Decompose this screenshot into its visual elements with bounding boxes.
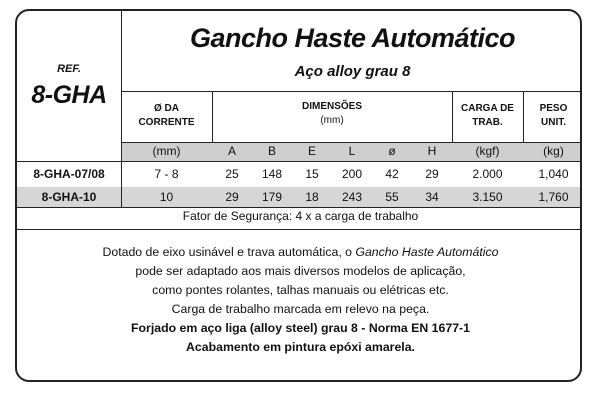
description-line-bold: Acabamento em pintura epóxi amarela. [186,340,415,354]
table-cell: 243 [341,190,363,204]
header-dimensoes: DIMENSÕES (mm) [301,101,362,126]
table-row-ref: 8-GHA-10 [41,190,97,204]
unit-o: ø [388,144,396,158]
description-line: Carga de trabalho marcada em relevo na peça. [171,302,430,316]
table-cell: 29 [425,167,439,181]
table-cell: 3.150 [472,190,503,204]
table-row-ref: 8-GHA-07/08 [33,167,105,181]
unit-diametro: (mm) [152,144,181,158]
unit-e: E [307,144,316,158]
safety-factor: Fator de Segurança: 4 x a carga de trabalho [182,209,419,223]
ref-label: REF. [57,63,81,75]
unit-carga: (kgf) [475,144,500,158]
unit-peso: (kg) [543,144,564,158]
title-divider [121,91,582,92]
header-peso: PESO UNIT. [539,103,568,128]
table-cell: 1,760 [538,190,569,204]
ref-code: 8-GHA [31,81,107,109]
unit-h: H [427,144,437,158]
product-subtitle: Aço alloy grau 8 [294,63,411,80]
table-bottom [17,207,582,208]
table-cell: 42 [385,167,399,181]
table-cell: 200 [341,167,363,181]
safety-divider [17,229,582,230]
description-line: pode ser adaptado aos mais diversos modelos de aplicação, [135,264,466,278]
product-description [17,243,582,357]
product-title: Gancho Haste Automático [189,23,516,53]
table-cell: 25 [225,167,239,181]
table-cell: 148 [261,167,283,181]
description-line: Dotado de eixo usinável e trava automática, o Gancho Haste Automático [102,245,499,259]
description-line-bold: Forjado em aço liga (alloy steel) grau 8 - Norma EN 1677-1 [131,321,470,335]
table-cell: 34 [425,190,439,204]
header-diametro: Ø DA CORRENTE [138,103,195,128]
table-cell: 1,040 [538,167,569,181]
table-cell: 2.000 [472,167,503,181]
header-carga: CARGA DE TRAB. [461,103,514,128]
units-divider [17,161,582,162]
table-cell: 15 [305,167,319,181]
product-card [15,9,582,382]
header-divider [121,142,582,143]
table-cell: 55 [385,190,399,204]
unit-a: A [227,144,236,158]
table-cell: 7 - 8 [154,167,179,181]
unit-b: B [267,144,276,158]
table-cell: 10 [159,190,174,204]
table-cell: 29 [225,190,239,204]
unit-l: L [348,144,356,158]
table-cell: 18 [305,190,319,204]
description-line: como pontes rolantes, talhas manuais ou elétricas etc. [152,283,449,297]
table-cell: 179 [261,190,283,204]
